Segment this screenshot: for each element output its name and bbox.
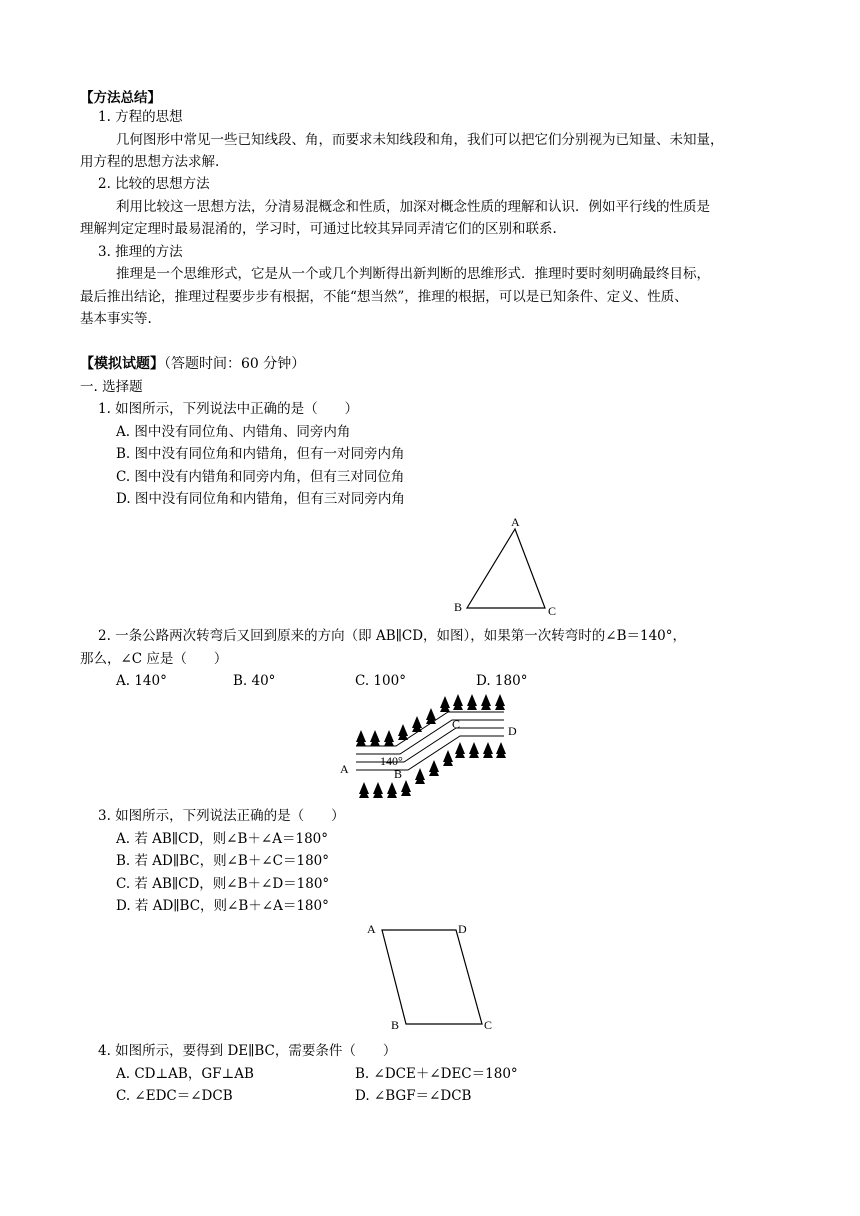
label-a: A [367,922,376,936]
mock-test-header [80,355,305,373]
q2-stem-line2: 那么，∠C 应是（ ） [80,651,228,667]
q4-option-d: D. ∠BGF＝∠DCB [355,1088,472,1104]
q3-option-b: B. 若 AD∥BC，则∠B＋∠C＝180° [116,853,329,869]
tree-icon [469,742,479,758]
tree-icon [384,730,394,746]
item3-title: 3. 推理的方法 [98,244,183,260]
angle-label: 140° [380,754,403,768]
label-c: C [484,1018,493,1032]
tree-icon [483,742,493,758]
label-b: B [394,767,403,781]
q2-option-b: B. 40° [233,673,276,689]
section1-title: 一. 选择题 [80,379,143,395]
q4-option-b: B. ∠DCE＋∠DEC＝180° [355,1066,518,1082]
tree-icon [481,694,491,710]
tree-icon [370,730,380,746]
label-d: D [508,724,517,738]
q3-option-c: C. 若 AB∥CD，则∠B＋∠D＝180° [116,876,330,892]
label-c: C [548,604,557,618]
parallelogram-abcd [382,930,482,1024]
mock-test-heading: 【模拟试题】 [80,356,164,372]
item1-line1: 几何图形中常见一些已知线段、角，而要求未知线段和角，我们可以把它们分别视为已知量、未知量， [116,132,724,148]
q3-option-a: A. 若 AB∥CD，则∠B＋∠A＝180° [116,831,328,847]
tree-icon [455,742,465,758]
q3-parallelogram-figure [360,918,500,1036]
section-heading-method-summary: 【方法总结】 [80,90,161,106]
q3-option-d: D. 若 AD∥BC，则∠B＋∠A＝180° [116,898,329,914]
label-b: B [391,1018,400,1032]
tree-icon [495,694,505,710]
label-c: C [452,717,461,731]
q4-stem: 4. 如图所示，要得到 DE∥BC，需要条件（ ） [98,1043,397,1059]
item3-line1: 推理是一个思维形式，它是从一个或几个判断得出新判断的思维形式．推理时要时刻明确最终目标， [116,266,710,282]
item2-line1: 利用比较这一思想方法，分清易混概念和性质，加深对概念性质的理解和认识．例如平行线的性质是 [116,199,710,215]
q2-option-c: C. 100° [355,673,406,689]
tree-icon [373,782,383,798]
label-b: B [454,600,463,614]
q1-triangle-figure [445,512,565,620]
item2-title: 2. 比较的思想方法 [98,176,210,192]
tree-icon [467,694,477,710]
item2-line2: 理解判定定理时最易混淆的，学习时，可通过比较其异同弄清它们的区别和联系. [80,221,557,237]
q2-option-a: A. 140° [116,673,167,689]
road-edge-2 [356,720,504,754]
tree-icon [426,708,436,724]
triangle-abc [467,529,545,608]
q1-option-c: C. 图中没有内错角和同旁内角，但有三对同位角 [116,469,405,485]
q1-stem: 1. 如图所示，下列说法中正确的是（ ） [98,401,359,417]
item1-line2: 用方程的思想方法求解. [80,154,220,170]
tree-icon [429,760,439,776]
time-note: （答题时间：60 分钟） [164,356,306,372]
tree-icon [401,780,411,796]
q1-option-d: D. 图中没有同位角和内错角，但有三对同旁内角 [116,491,405,507]
tree-icon [443,750,453,766]
q2-option-d: D. 180° [476,673,528,689]
tree-icon [387,782,397,798]
tree-icon [440,696,450,712]
tree-icon [398,724,408,740]
label-d: D [458,922,467,936]
tree-icon [412,716,422,732]
tree-icon [359,782,369,798]
tree-icon [415,768,425,784]
q2-stem-line1: 2. 一条公路两次转弯后又回到原来的方向（即 AB∥CD，如图），如果第一次转弯时的∠B＝140°， [98,628,687,644]
item3-line2: 最后推出结论，推理过程要步步有根据，不能“想当然”，推理的根据，可以是已知条件、定义、性质、 [80,289,688,305]
label-a: A [511,515,520,529]
label-a: A [340,762,349,776]
q1-option-b: B. 图中没有同位角和内错角，但有一对同旁内角 [116,446,405,462]
tree-icon [496,742,506,758]
item1-title: 1. 方程的思想 [98,109,183,125]
q1-option-a: A. 图中没有同位角、内错角、同旁内角 [116,424,351,440]
q4-option-c: C. ∠EDC＝∠DCB [116,1088,233,1104]
q3-stem: 3. 如图所示，下列说法正确的是（ ） [98,808,345,824]
item3-line3: 基本事实等. [80,311,152,327]
tree-icon [356,730,366,746]
tree-icon [453,694,463,710]
q2-road-figure [336,690,526,805]
q4-option-a: A. CD⊥AB，GF⊥AB [116,1066,254,1082]
